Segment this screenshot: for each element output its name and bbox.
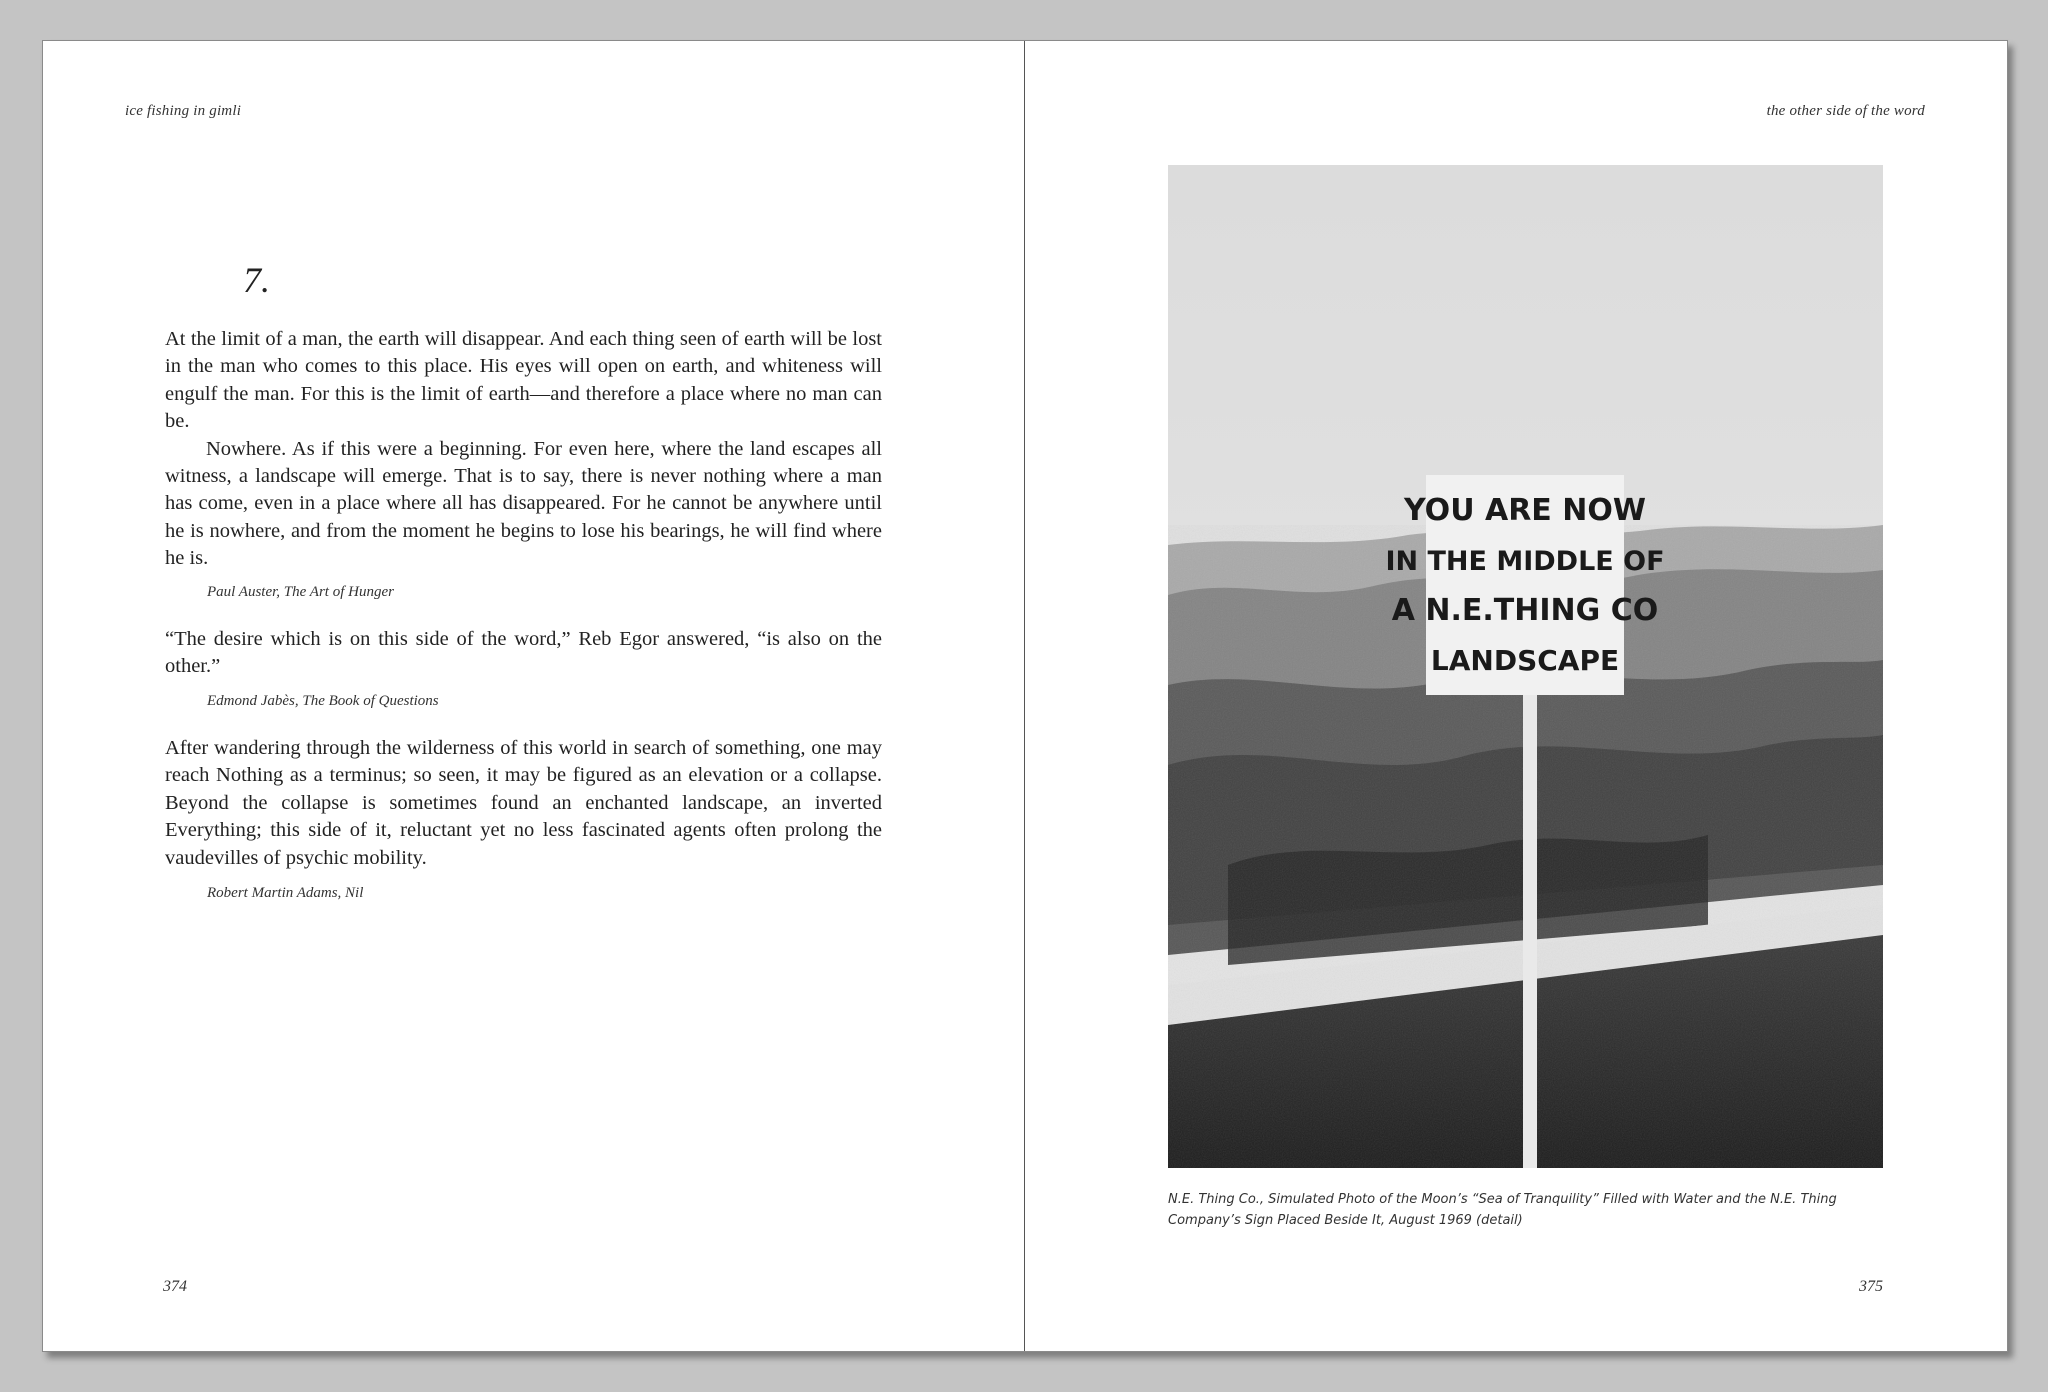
sign-line: A N.E.THING CO <box>1391 593 1659 628</box>
book-spread <box>42 40 2008 1352</box>
sign-line: LANDSCAPE <box>1430 644 1620 677</box>
quote-paragraph: At the limit of a man, the earth will disappear. And each thing seen of earth will be lost in the man who comes to this place. His eyes will open on earth, and whiteness will engulf the man. For this is the limit of earth—and therefore a place where no man can be. <box>165 328 882 433</box>
quote-paragraph: After wandering through the wilderness of this world in search of something, one may reach Nothing as a terminus; so seen, it may be figured as an elevation or a collapse. Beyond the collapse is sometimes found an enchanted landscape, an inverted Everything; this side of it, reluctant yet no less fascinated agents often prolong the vaudevilles of psychic mobility. <box>165 737 882 869</box>
section-number: 7. <box>243 260 270 300</box>
running-head-left: ice fishing in gimli <box>125 103 242 119</box>
running-head-right: the other side of the word <box>1766 103 1925 119</box>
sign-line: YOU ARE NOW <box>1404 493 1646 528</box>
gutter-divider <box>1024 41 1025 1351</box>
quote-adams <box>165 735 882 872</box>
photo-caption: N.E. Thing Co., Simulated Photo of the Moon’s “Sea of Tranquility” Filled with Water and the N.E. Thing Company’s Sign Placed Beside It, August 1969 (detail) <box>1168 1192 1837 1228</box>
quote-jabes <box>165 626 882 681</box>
page-number-left: 374 <box>163 1278 187 1295</box>
quote-paragraph: Nowhere. As if this were a beginning. For even here, where the land escapes all witness, a landscape will emerge. That is to say, there is never nothing where a man has come, even in a place where all has disappeared. For he cannot be anywhere until he is nowhere, and from the moment he begins to lose his bearings, he will find where he is. <box>165 437 882 570</box>
attribution-jabes: Edmond Jabès, The Book of Questions <box>207 693 439 709</box>
sign-line: IN THE MIDDLE OF <box>1385 546 1665 577</box>
landscape-photo <box>1168 165 1883 1168</box>
attribution-adams: Robert Martin Adams, Nil <box>207 885 364 901</box>
quote-auster <box>165 326 882 573</box>
photo-image <box>1168 165 1883 1168</box>
quote-paragraph: “The desire which is on this side of the word,” Reb Egor answered, “is also on the other.” <box>165 628 882 678</box>
attribution-auster: Paul Auster, The Art of Hunger <box>207 584 394 600</box>
page-number-right: 375 <box>1859 1278 1883 1295</box>
